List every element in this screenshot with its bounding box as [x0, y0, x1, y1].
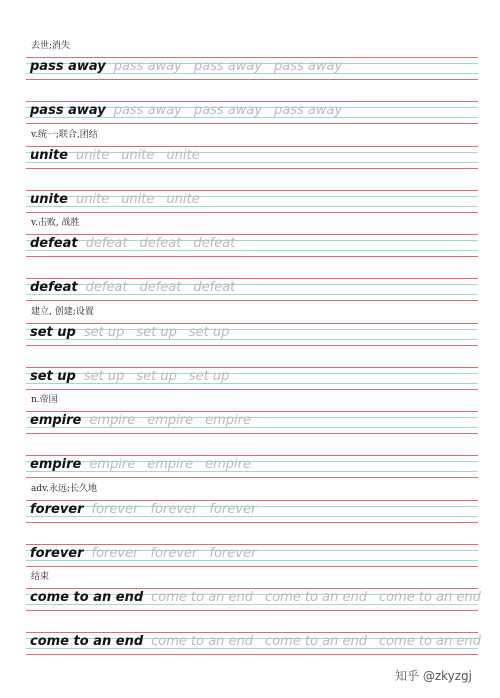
- word-trace: set up: [136, 369, 177, 384]
- practice-words: [30, 59, 354, 75]
- word-model: set up: [30, 369, 76, 384]
- writing-band: [26, 367, 478, 391]
- writing-band: [26, 323, 478, 347]
- guide-line: [26, 212, 478, 213]
- guide-line: [26, 566, 478, 567]
- word-trace: pass away: [193, 103, 263, 118]
- practice-words: [30, 280, 247, 296]
- word-trace: forever: [209, 546, 257, 561]
- practice-words: [30, 192, 212, 208]
- word-trace: pass away: [274, 59, 343, 74]
- writing-band: [26, 278, 478, 302]
- word-model: empire: [30, 413, 82, 428]
- word-trace: empire: [205, 457, 251, 472]
- word-trace: set up: [83, 325, 125, 340]
- word-trace: empire: [89, 413, 136, 428]
- watermark: 知乎 @zkyzgj: [395, 669, 472, 683]
- word-model: unite: [30, 148, 68, 163]
- word-trace: unite: [76, 192, 110, 207]
- practice-words: [30, 148, 212, 164]
- word-trace: set up: [188, 325, 230, 340]
- word-model: defeat: [30, 236, 78, 251]
- guide-line: [26, 389, 478, 390]
- word-trace: defeat: [85, 280, 128, 295]
- writing-band: [26, 57, 478, 81]
- practice-words: [30, 413, 263, 429]
- word-trace: empire: [147, 413, 194, 428]
- guide-line: [26, 146, 478, 147]
- practice-words: [30, 457, 263, 473]
- word-trace: come to an end: [378, 590, 481, 605]
- word-trace: come to an end: [151, 590, 254, 605]
- practice-words: [30, 369, 241, 385]
- meaning-label: v.击败, 战胜: [31, 218, 80, 228]
- word-trace: forever: [209, 502, 257, 517]
- guide-line: [26, 79, 478, 80]
- guide-line: [26, 168, 478, 169]
- word-model: empire: [30, 457, 82, 472]
- guide-line: [26, 256, 478, 257]
- guide-line: [26, 588, 478, 589]
- word-trace: pass away: [274, 103, 343, 118]
- meaning-label: v.统一;联合,团结: [31, 130, 98, 140]
- practice-words: [30, 590, 493, 606]
- practice-words: [30, 634, 493, 650]
- word-trace: forever: [91, 502, 139, 517]
- guide-line: [26, 367, 478, 368]
- word-trace: defeat: [193, 236, 236, 251]
- word-trace: come to an end: [265, 590, 367, 605]
- word-trace: pass away: [113, 59, 182, 74]
- word-trace: empire: [205, 413, 251, 428]
- word-trace: pass away: [193, 59, 263, 74]
- writing-band: [26, 146, 478, 170]
- guide-line: [26, 544, 478, 545]
- practice-words: [30, 325, 241, 341]
- word-trace: empire: [147, 457, 194, 472]
- word-trace: forever: [91, 546, 139, 561]
- guide-line: [26, 500, 478, 501]
- word-trace: come to an end: [378, 634, 481, 649]
- word-model: unite: [30, 192, 68, 207]
- word-trace: defeat: [139, 280, 182, 295]
- meaning-label: n.帝国: [31, 395, 58, 405]
- guide-line: [26, 345, 478, 346]
- guide-line: [26, 300, 478, 301]
- word-trace: unite: [121, 192, 155, 207]
- word-trace: defeat: [193, 280, 236, 295]
- guide-line: [26, 411, 478, 412]
- writing-band: [26, 234, 478, 258]
- word-model: forever: [30, 502, 84, 517]
- guide-line: [26, 522, 478, 523]
- guide-line: [26, 477, 478, 478]
- writing-band: [26, 101, 478, 125]
- word-model: set up: [30, 325, 76, 340]
- word-trace: empire: [89, 457, 136, 472]
- meaning-label: 结束: [31, 572, 50, 582]
- word-trace: defeat: [85, 236, 128, 251]
- guide-line: [26, 57, 478, 58]
- word-model: come to an end: [30, 590, 144, 605]
- guide-line: [26, 190, 478, 191]
- writing-band: [26, 544, 478, 568]
- guide-line: [26, 234, 478, 235]
- word-trace: come to an end: [151, 634, 254, 649]
- word-trace: defeat: [139, 236, 182, 251]
- writing-band: [26, 190, 478, 214]
- word-trace: forever: [150, 546, 198, 561]
- guide-line: [26, 433, 478, 434]
- guide-line: [26, 101, 478, 102]
- guide-line: [26, 632, 478, 633]
- guide-line: [26, 455, 478, 456]
- guide-line: [26, 323, 478, 324]
- writing-band: [26, 588, 481, 612]
- writing-band: [26, 632, 481, 656]
- word-trace: unite: [166, 148, 200, 163]
- word-trace: pass away: [113, 103, 182, 118]
- guide-line: [26, 654, 478, 655]
- writing-band: [26, 455, 478, 479]
- word-trace: set up: [83, 369, 125, 384]
- guide-line: [26, 123, 478, 124]
- word-model: pass away: [30, 59, 106, 74]
- practice-words: [30, 502, 268, 518]
- word-trace: unite: [76, 148, 110, 163]
- word-model: defeat: [30, 280, 78, 295]
- word-trace: unite: [121, 148, 155, 163]
- meaning-label: 去世;消失: [31, 41, 71, 51]
- word-trace: unite: [166, 192, 200, 207]
- word-trace: come to an end: [265, 634, 367, 649]
- guide-line: [26, 278, 478, 279]
- word-model: forever: [30, 546, 84, 561]
- writing-band: [26, 411, 478, 435]
- practice-words: [30, 546, 268, 562]
- guide-line: [26, 610, 478, 611]
- practice-words: [30, 103, 354, 119]
- word-trace: forever: [150, 502, 198, 517]
- writing-band: [26, 500, 478, 524]
- word-model: pass away: [30, 103, 106, 118]
- word-trace: set up: [136, 325, 177, 340]
- meaning-label: adv.永远;长久地: [31, 484, 98, 494]
- word-trace: set up: [188, 369, 230, 384]
- word-model: come to an end: [30, 634, 144, 649]
- meaning-label: 建立, 创建;设置: [31, 307, 94, 317]
- practice-words: [30, 236, 247, 252]
